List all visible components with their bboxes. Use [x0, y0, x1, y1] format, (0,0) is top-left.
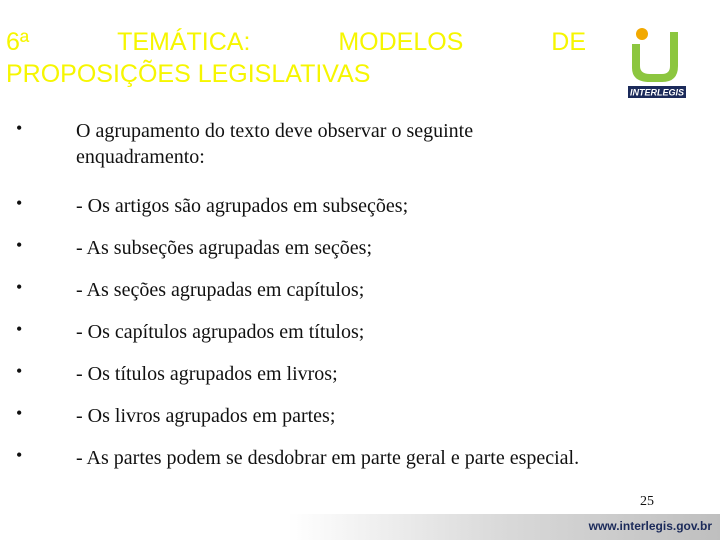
bullet-text: - As seções agrupadas em capítulos;	[76, 279, 365, 301]
bullet-marker: •	[16, 445, 23, 465]
bullet-item	[16, 361, 338, 387]
bullet-text: - As subseções agrupadas em seções;	[76, 237, 373, 259]
title-word: 6ª	[6, 28, 30, 56]
page-number: 25	[640, 494, 654, 509]
interlegis-logo-icon	[622, 20, 692, 100]
bullet-item	[16, 118, 616, 170]
bullet-item	[16, 319, 364, 345]
bullet-item	[16, 193, 408, 219]
footer-url[interactable]: www.interlegis.gov.br	[588, 519, 712, 533]
bullet-text: O agrupamento do texto deve observar o seguinte enquadramento:	[76, 120, 474, 168]
logo-text: INTERLEGIS	[629, 87, 685, 98]
bullet-item	[16, 445, 579, 471]
bullet-marker: •	[16, 319, 23, 339]
bullet-text: - As partes podem se desdobrar em parte geral e parte especial.	[76, 447, 580, 469]
footer-bar	[0, 514, 720, 540]
bullet-marker: •	[16, 193, 23, 213]
bullet-item	[16, 403, 335, 429]
interlegis-logo	[622, 20, 692, 100]
title-word: MODELOS	[338, 28, 464, 56]
bullet-text: - Os títulos agrupados em livros;	[76, 363, 338, 385]
bullet-marker: •	[16, 235, 23, 255]
bullet-marker: •	[16, 361, 23, 381]
bullet-item	[16, 235, 372, 261]
bullet-item	[16, 277, 364, 303]
title-word: TEMÁTICA:	[117, 28, 251, 56]
title-line-1	[6, 26, 586, 58]
slide-title	[6, 26, 586, 90]
title-word: DE	[551, 28, 586, 56]
title-line-2: PROPOSIÇÕES LEGISLATIVAS	[6, 60, 371, 88]
bullet-text: - Os artigos são agrupados em subseções;	[76, 195, 409, 217]
bullet-marker: •	[16, 277, 23, 297]
bullet-text: - Os capítulos agrupados em títulos;	[76, 321, 365, 343]
bullet-marker: •	[16, 118, 23, 138]
bullet-marker: •	[16, 403, 23, 423]
bullet-text: - Os livros agrupados em partes;	[76, 405, 336, 427]
